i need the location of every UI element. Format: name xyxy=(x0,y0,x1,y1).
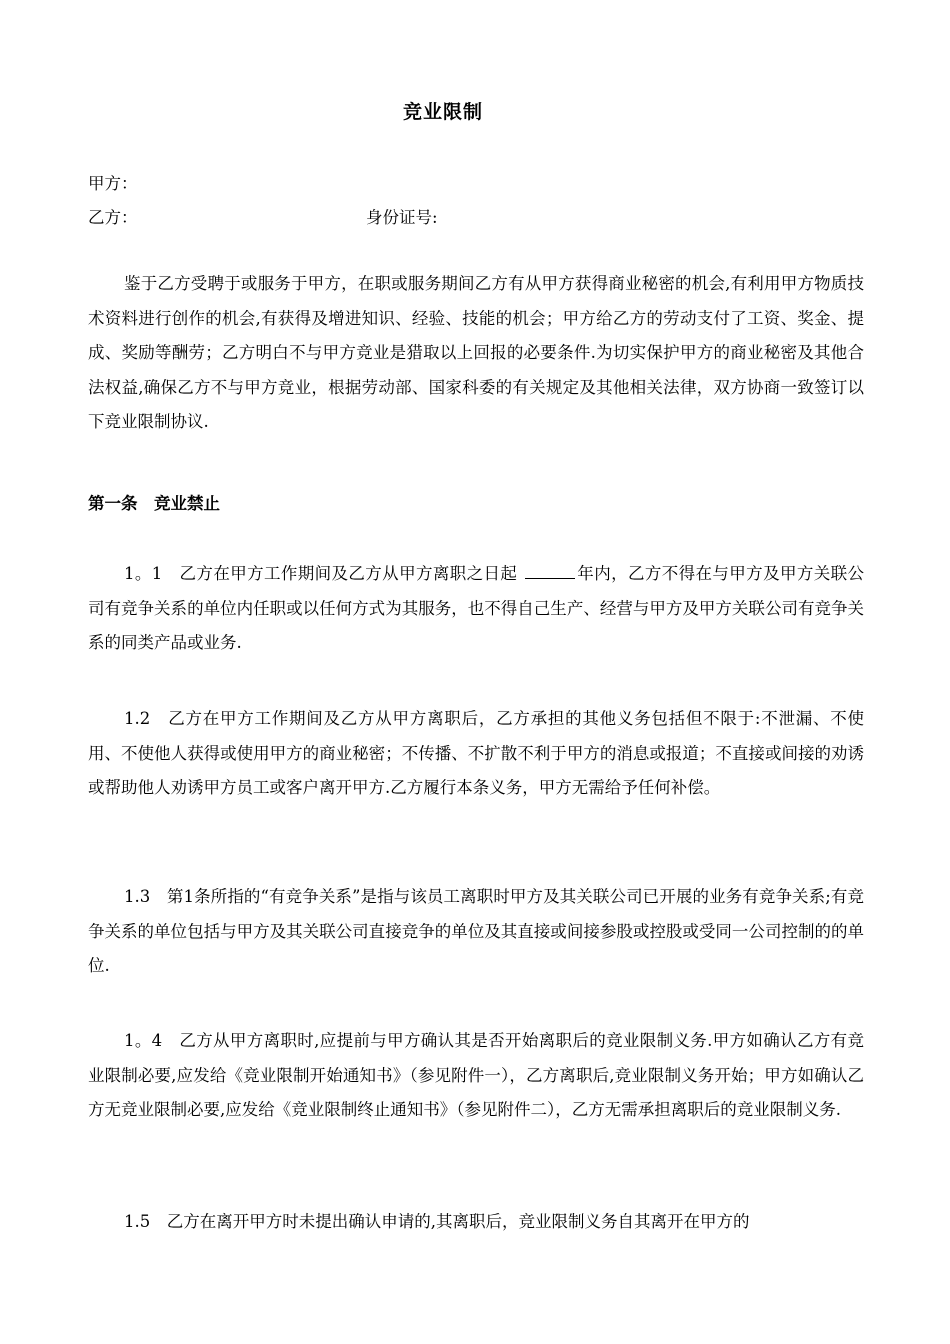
clause-1-1 xyxy=(88,557,864,661)
clause-1-1-text-end: 年内，乙方不得在与甲方及甲方关联公司有竞争关系的单位内任职或以任何方式为其服务，也不得自己生产、经营与甲方及甲方关联公司有竞争关系的同类产品或业务. xyxy=(88,564,864,652)
document-title: 竞业限制 xyxy=(402,101,483,123)
clause-1-1-text-start: 1。1 乙方在甲方工作期间及乙方从甲方离职之日起 xyxy=(124,564,523,583)
clause-1-4: 1。4 乙方从甲方离职时,应提前与甲方确认其是否开始离职后的竞业限制义务.甲方如确认乙方有竞业限制必要,应发给《竞业限制开始通知书》（参见附件一），乙方离职后,竞业限制义务开始；甲方如确认乙方无竞业限制必要,应发给《竞业限制终止通知书》（参见附件二），乙方无需承担离职后的竞业限制义务. xyxy=(88,1031,864,1119)
clause-1-5: 1.5 乙方在离开甲方时未提出确认申请的,其离职后，竞业限制义务自其离开在甲方的 xyxy=(124,1212,750,1231)
clause-1-2: 1.2 乙方在甲方工作期间及乙方从甲方离职后，乙方承担的其他义务包括但不限于:不泄漏、不使用、不使他人获得或使用甲方的商业秘密；不传播、不扩散不利于甲方的消息或报道；不直接或间接的劝诱或帮助他人劝诱甲方员工或客户离开甲方.乙方履行本条义务，甲方无需给予任何补偿。 xyxy=(88,709,864,797)
id-number-label: 身份证号: xyxy=(366,208,438,227)
intro-paragraph: 鉴于乙方受聘于或服务于甲方，在职或服务期间乙方有从甲方获得商业秘密的机会,有利用甲方物质技术资料进行创作的机会,有获得及增进知识、经验、技能的机会；甲方给乙方的劳动支付了工资、奖金、提成、奖励等酬劳；乙方明白不与甲方竞业是猎取以上回报的必要条件.为切实保护甲方的商业秘密及其他合法权益,确保乙方不与甲方竞业，根据劳动部、国家科委的有关规定及其他相关法律，双方协商一致签订以下竞业限制协议. xyxy=(88,274,864,431)
party-a-label: 甲方： xyxy=(88,174,138,193)
clause-1-3: 1.3 第1条所指的“有竞争关系”是指与该员工离职时甲方及其关联公司已开展的业务有竞争关系;有竞争关系的单位包括与甲方及其关联公司直接竞争的单位及其直接或间接参股或控股或受同一公司控制的的单位. xyxy=(88,887,864,975)
section-1-heading: 第一条 竞业禁止 xyxy=(88,494,220,513)
years-blank xyxy=(525,562,575,579)
party-b-label: 乙方： xyxy=(88,208,138,227)
